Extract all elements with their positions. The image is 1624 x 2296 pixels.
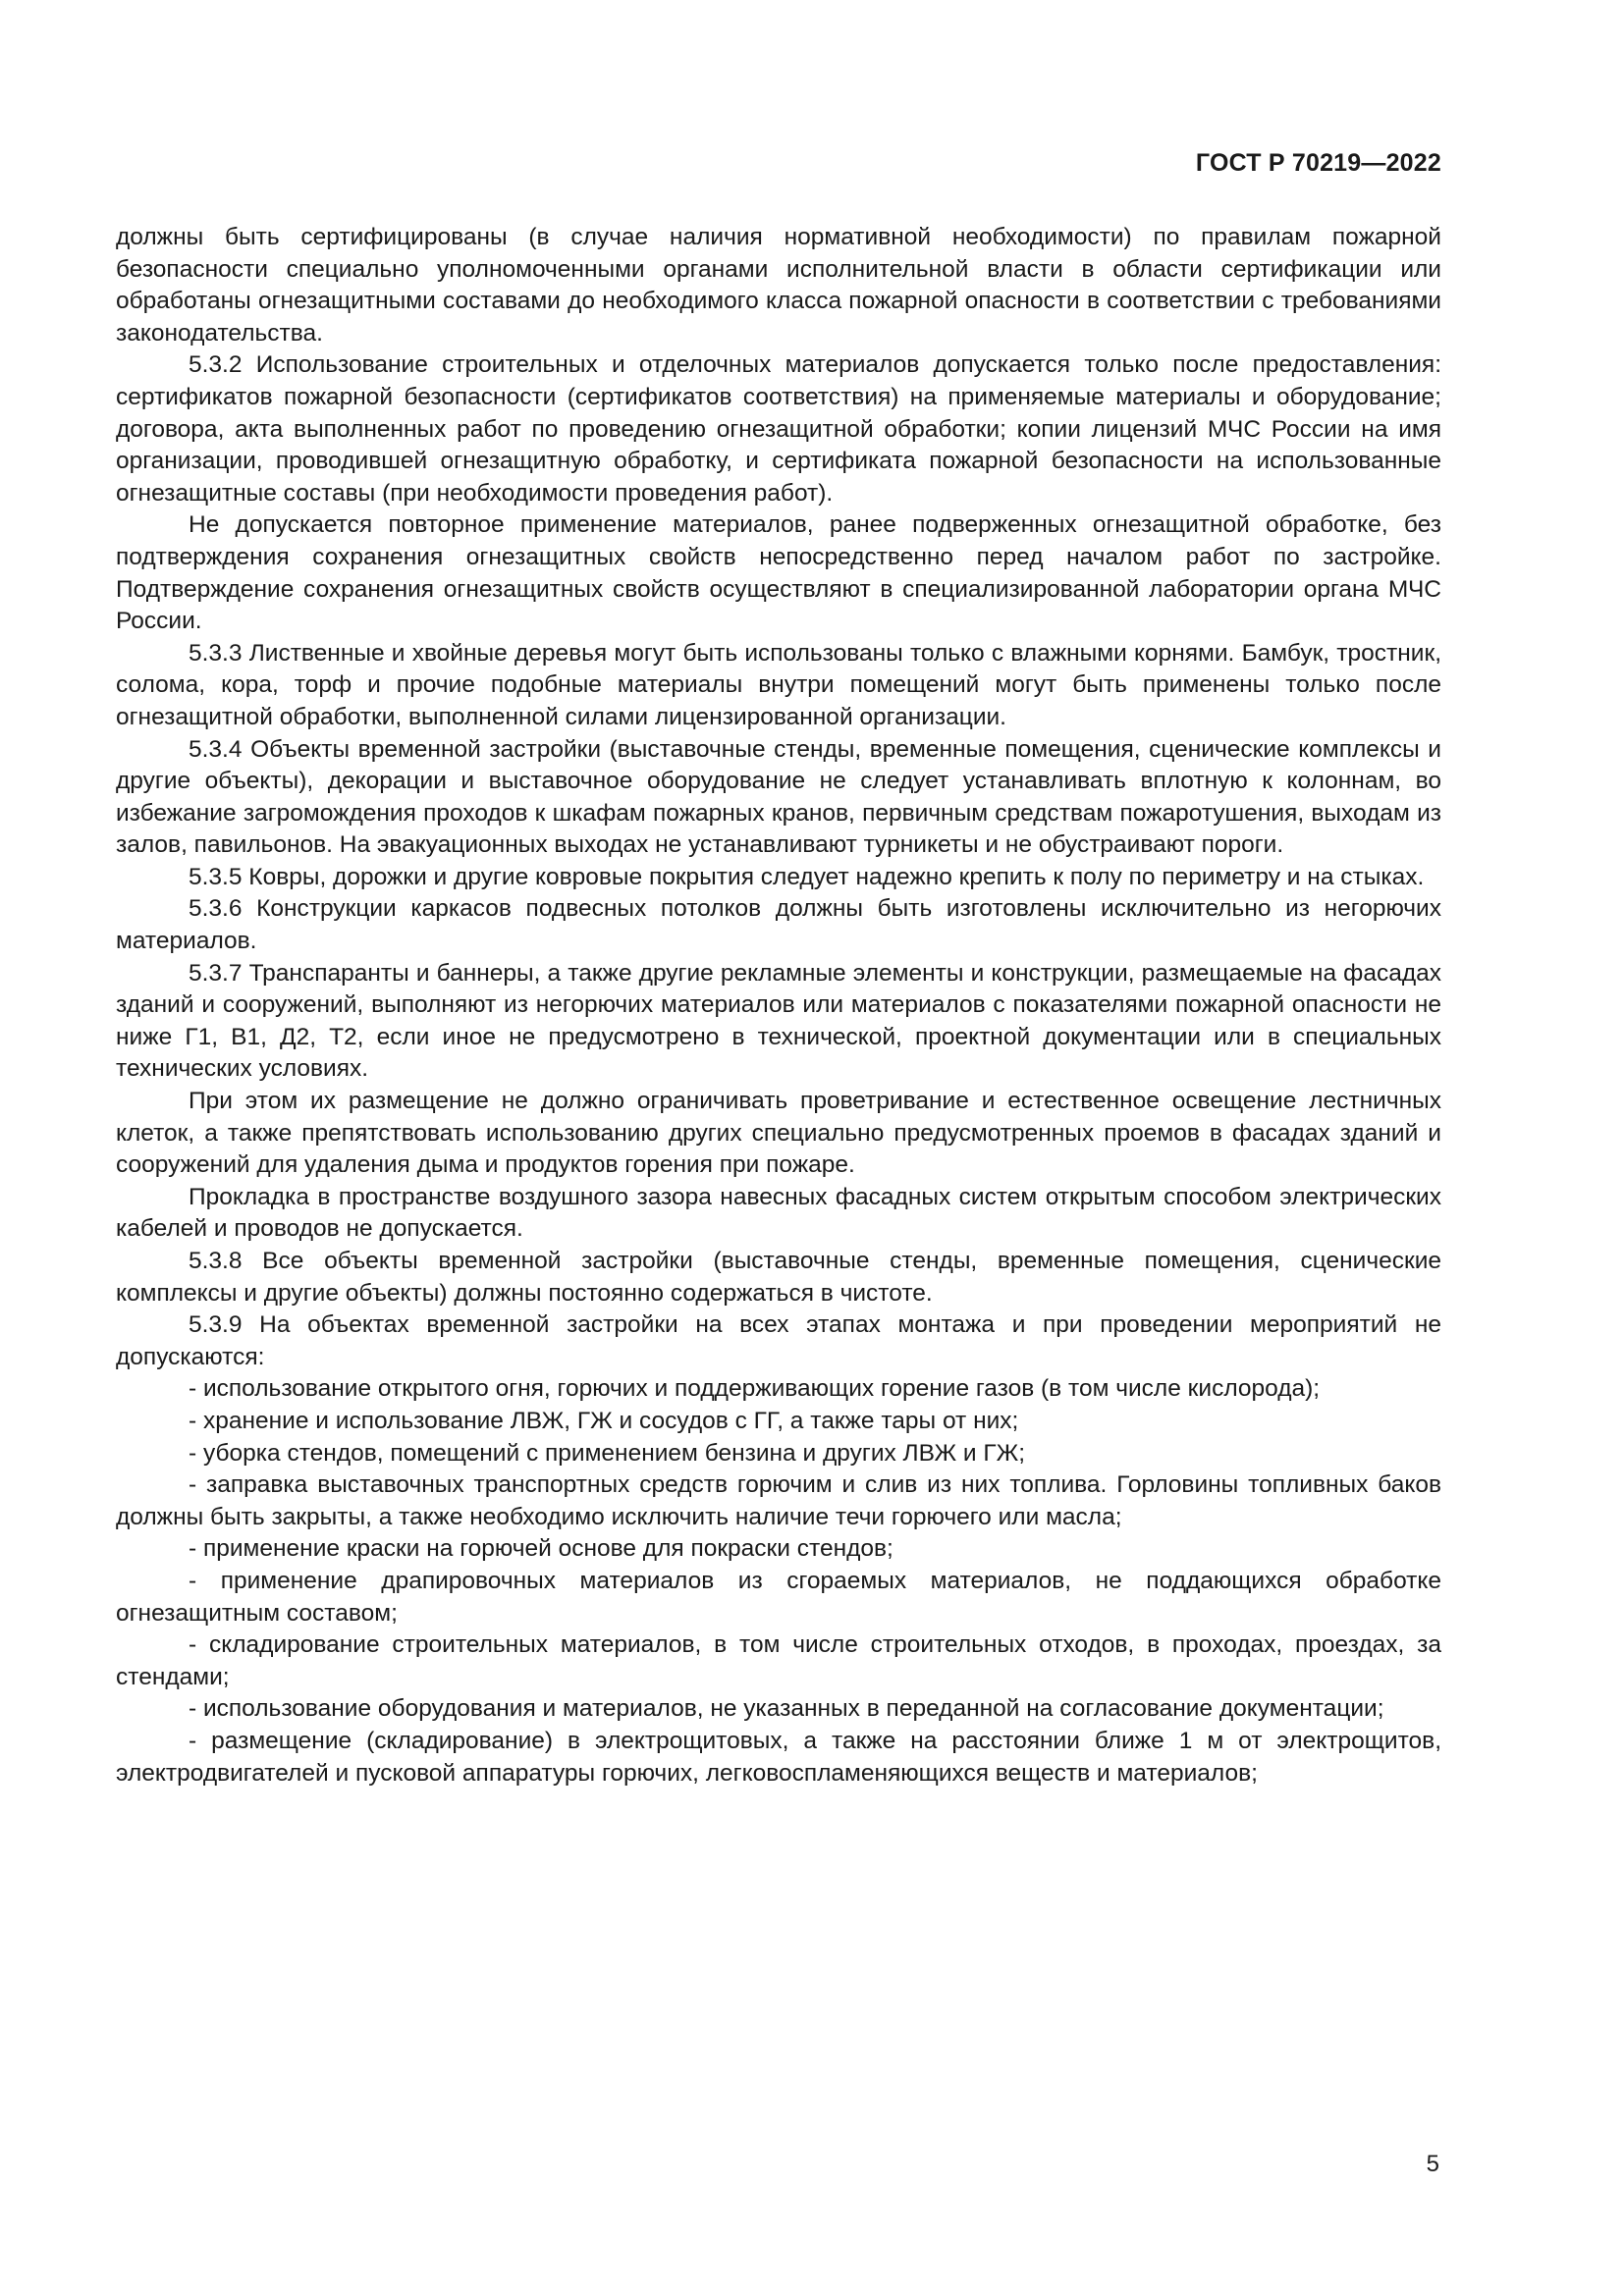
list-item: - хранение и использование ЛВЖ, ГЖ и сосудов с ГГ, а также тары от них; bbox=[189, 1407, 1019, 1434]
paragraph: Не допускается повторное применение материалов, ранее подверженных огнезащитной обработке, без подтверждения сохранения огнезащитных свойств непосредственно перед началом работ по застройке. Подтверждение сохранения огнезащитных свойств осуществляют в специализированной лаборатории органа МЧС России. bbox=[116, 511, 1441, 635]
paragraph: должны быть сертифицированы (в случае наличия нормативной необходимости) по правилам пожарной безопасности специально уполномоченными органами исполнительной власти в области сертификации или обработаны огнезащитными составами до необходимого класса пожарной опасности в соответствии с требованиями законодательства. bbox=[116, 224, 1441, 347]
paragraph-5-3-9: 5.3.9 На объектах временной застройки на всех этапах монтажа и при проведении мероприятий не допускаются: bbox=[116, 1311, 1441, 1370]
page-number: 5 bbox=[1426, 2151, 1439, 2177]
list-item: - размещение (складирование) в электрощитовых, а также на расстоянии ближе 1 м от электрощитов, электродвигателей и пусковой аппаратуры горючих, легковоспламеняющихся веществ и материалов; bbox=[116, 1727, 1441, 1787]
paragraph-5-3-6: 5.3.6 Конструкции каркасов подвесных потолков должны быть изготовлены исключительно из негорючих материалов. bbox=[116, 895, 1441, 955]
paragraph: Прокладка в пространстве воздушного зазора навесных фасадных систем открытым способом электрических кабелей и проводов не допускается. bbox=[116, 1183, 1441, 1243]
paragraph-5-3-5: 5.3.5 Ковры, дорожки и другие ковровые покрытия следует надежно крепить к полу по периметру и на стыках. bbox=[189, 863, 1425, 890]
list-item: - складирование строительных материалов, в том числе строительных отходов, в проходах, проездах, за стендами; bbox=[116, 1631, 1441, 1690]
paragraph-5-3-7: 5.3.7 Транспаранты и баннеры, а также другие рекламные элементы и конструкции, размещаемые на фасадах зданий и сооружений, выполняют из негорючих материалов или материалов с показателями пожарной опасности не ниже Г1, В1, Д2, Т2, если иное не предусмотрено в технической, проектной документации или в специальных технических условиях. bbox=[116, 959, 1441, 1083]
list-item: - уборка стендов, помещений с применением бензина и других ЛВЖ и ГЖ; bbox=[189, 1439, 1026, 1467]
list-item: - использование оборудования и материалов, не указанных в переданной на согласование документации; bbox=[189, 1695, 1384, 1723]
list-item: - применение драпировочных материалов из сгораемых материалов, не поддающихся обработке огнезащитным составом; bbox=[116, 1567, 1441, 1627]
paragraph-5-3-2: 5.3.2 Использование строительных и отделочных материалов допускается только после предоставления: сертификатов пожарной безопасности (сертификатов соответствия) на применяемые материалы и оборудование; договора, акта выполненных работ по проведению огнезащитной обработки; копии лицензий МЧС России на имя организации, проводившей огнезащитную обработку, и сертификата пожарной безопасности на использованные огнезащитные составы (при необходимости проведения работ). bbox=[116, 351, 1441, 507]
list-item: - применение краски на горючей основе для покраски стендов; bbox=[189, 1535, 893, 1563]
document-header: ГОСТ Р 70219—2022 bbox=[1195, 149, 1441, 177]
paragraph-5-3-4: 5.3.4 Объекты временной застройки (выставочные стенды, временные помещения, сценические комплексы и другие объекты), декорации и выставочное оборудование не следует устанавливать вплотную к колоннам, во избежание загромождения проходов к шкафам пожарных кранов, первичным средствам пожаротушения, выходам из залов, павильонов. На эвакуационных выходах не устанавливают турникеты и не обустраивают пороги. bbox=[116, 735, 1441, 859]
list-item: - заправка выставочных транспортных средств горючим и слив из них топлива. Горловины топливных баков должны быть закрыты, а также необходимо исключить наличие течи горючего или масла; bbox=[116, 1471, 1441, 1530]
paragraph: При этом их размещение не должно ограничивать проветривание и естественное освещение лестничных клеток, а также препятствовать использованию других специально предусмотренных проемов в фасадах зданий и сооружений для удаления дыма и продуктов горения при пожаре. bbox=[116, 1088, 1441, 1179]
paragraph-5-3-8: 5.3.8 Все объекты временной застройки (выставочные стенды, временные помещения, сценические комплексы и другие объекты) должны постоянно содержаться в чистоте. bbox=[116, 1248, 1441, 1307]
paragraph-5-3-3: 5.3.3 Лиственные и хвойные деревья могут быть использованы только с влажными корнями. Бамбук, тростник, солома, кора, торф и прочие подобные материалы внутри помещений могут быть применены только после огнезащитной обработки, выполненной силами лицензированной организации. bbox=[116, 639, 1441, 730]
document-body bbox=[116, 222, 1441, 1789]
list-item: - использование открытого огня, горючих и поддерживающих горение газов (в том числе кислорода); bbox=[189, 1375, 1321, 1403]
